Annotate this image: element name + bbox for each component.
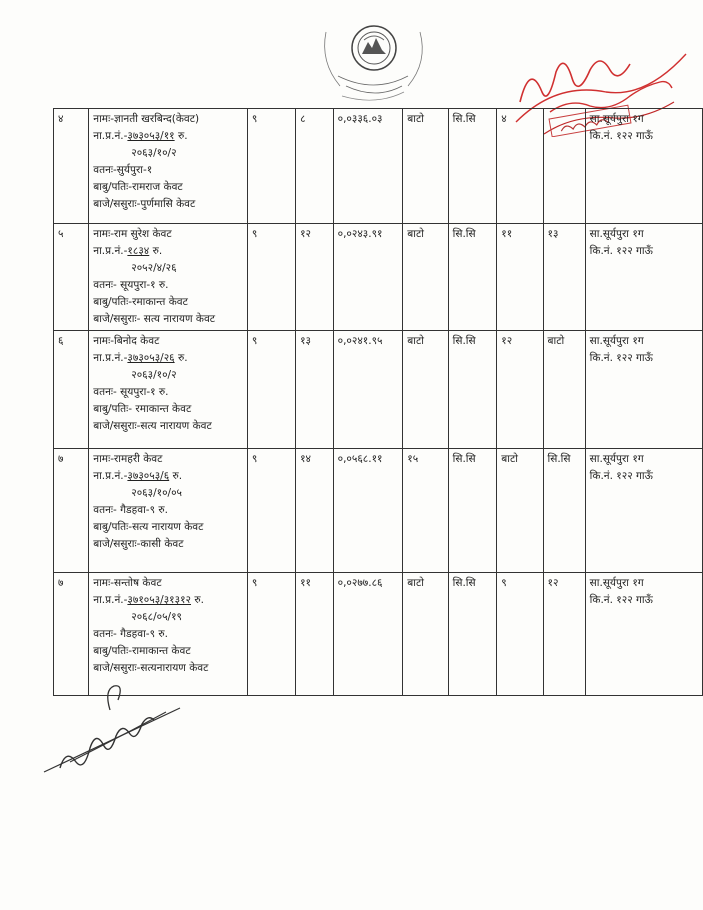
father-name: बाबु/पतिः-रामाकान्त केवट	[93, 645, 191, 657]
cell-west: सि.सि	[448, 331, 497, 449]
table-row	[54, 109, 703, 224]
grandfather-name: बाजे/ससुराः-कासी केवट	[93, 538, 184, 550]
cell-ward: ९	[247, 331, 295, 449]
father-name: बाबु/पतिः-सत्य नारायण केवट	[93, 521, 204, 533]
father-name: बाबु/पतिः-रामराज केवट	[93, 181, 183, 193]
owner-name: नामः-राम सुरेश केवट	[93, 228, 172, 240]
cell-south	[543, 109, 585, 224]
owner-details	[89, 331, 248, 449]
owner-details	[89, 224, 248, 331]
cell-area: ०,०२७७.८६	[333, 573, 403, 696]
owner-details	[89, 449, 248, 573]
address: वतनः- सूयपुरा-१ रु.	[93, 386, 169, 398]
cell-area: ०,०५६८.११	[333, 449, 403, 573]
cell-ward: ९	[247, 449, 295, 573]
owner-details	[89, 109, 248, 224]
citizenship-line: ना.प्र.नं.-३७३०५३/६ रु.	[93, 470, 183, 482]
cell-east: बाटो	[403, 331, 448, 449]
cell-south: १३	[543, 224, 585, 331]
grandfather-name: बाजे/ससुराः-सत्य नारायण केवट	[93, 420, 212, 432]
cell-south: बाटो	[543, 331, 585, 449]
cell-east: बाटो	[403, 573, 448, 696]
cell-location: सा.सूर्यपुरा १ग कि.नं. १२२ गाऊँ	[585, 573, 702, 696]
serial-number: ७	[54, 449, 89, 573]
citizenship-line: ना.प्र.नं.-३७३०५३/११ रु.	[93, 130, 188, 142]
father-name: बाबु/पतिः- रमाकान्त केवट	[93, 403, 192, 415]
cell-ward: ९	[247, 109, 295, 224]
signature-bottom	[40, 680, 190, 775]
cell-south: सि.सि	[543, 449, 585, 573]
cell-west: सि.सि	[448, 224, 497, 331]
table-row	[54, 331, 703, 449]
address: वतनः- सूयपुरा-१ रु.	[93, 279, 169, 291]
cell-plot: ८	[296, 109, 334, 224]
cell-location: सा.सूर्यपुरा १ग कि.नं. १२२ गाऊँ	[585, 224, 702, 331]
cell-west: सि.सि	[448, 449, 497, 573]
cell-north: ९	[497, 573, 543, 696]
citizenship-date: २०६३/१०/०५	[131, 487, 183, 499]
serial-number: ४	[54, 109, 89, 224]
cell-plot: ११	[296, 573, 334, 696]
citizenship-line: ना.प्र.नं.-३७१०५३/३१३१२ रु.	[93, 594, 204, 606]
office-seal	[316, 12, 436, 108]
citizenship-line: ना.प्र.नं.-१८३४ रु.	[93, 245, 163, 257]
cell-north: बाटो	[497, 449, 543, 573]
cell-plot: १२	[296, 224, 334, 331]
cell-east: बाटो	[403, 109, 448, 224]
cell-plot: १४	[296, 449, 334, 573]
citizenship-date: २०६३/१०/२	[131, 147, 177, 159]
citizenship-date: २०६८/०५/१९	[131, 611, 183, 623]
grandfather-name: बाजे/ससुराः-पुर्णमासि केवट	[93, 198, 196, 210]
cell-south: १२	[543, 573, 585, 696]
cell-location: सा.सूर्यपुरा १ग कि.नं. १२२ गाऊँ	[585, 331, 702, 449]
cell-north: ११	[497, 224, 543, 331]
table-row	[54, 573, 703, 696]
cell-location: सा.सूर्यपुरा १ग कि.नं. १२२ गाऊँ	[585, 109, 702, 224]
citizenship-date: २०६३/१०/२	[131, 369, 177, 381]
citizenship-line: ना.प्र.नं.-३७३०५३/२६ रु.	[93, 352, 188, 364]
cell-west: सि.सि	[448, 109, 497, 224]
owner-name: नामः-सन्तोष केवट	[93, 577, 162, 589]
table-row	[54, 224, 703, 331]
owner-details	[89, 573, 248, 696]
cell-ward: ९	[247, 224, 295, 331]
cell-plot: १३	[296, 331, 334, 449]
serial-number: ७	[54, 573, 89, 696]
cell-area: ०,०२४१.९५	[333, 331, 403, 449]
serial-number: ६	[54, 331, 89, 449]
address: वतनः- गैडहवा-९ रु.	[93, 504, 169, 516]
grandfather-name: बाजे/ससुराः-सत्यनारायण केवट	[93, 662, 209, 674]
owner-name: नामः-बिनोद केवट	[93, 335, 160, 347]
cell-west: सि.सि	[448, 573, 497, 696]
father-name: बाबु/पतिः-रमाकान्त केवट	[93, 296, 188, 308]
address: वतनः- गैडहवा-९ रु.	[93, 628, 169, 640]
citizenship-date: २०५२/४/२६	[131, 262, 177, 274]
cell-area: ०,०२४३.९१	[333, 224, 403, 331]
cell-ward: ९	[247, 573, 295, 696]
cell-area: ०,०३३६.०३	[333, 109, 403, 224]
cell-east: १५	[403, 449, 448, 573]
cell-north: १२	[497, 331, 543, 449]
cell-north: ४	[497, 109, 543, 224]
grandfather-name: बाजे/ससुराः- सत्य नारायण केवट	[93, 313, 216, 325]
owner-name: नामः-ज्ञानती खरबिन्द(केवट)	[93, 113, 200, 125]
land-record-table	[53, 108, 703, 696]
owner-name: नामः-रामहरी केवट	[93, 453, 163, 465]
serial-number: ५	[54, 224, 89, 331]
cell-location: सा.सूर्यपुरा १ग कि.नं. १२२ गाऊँ	[585, 449, 702, 573]
table-row	[54, 449, 703, 573]
address: वतनः-सुर्यपुरा-१	[93, 164, 153, 176]
cell-east: बाटो	[403, 224, 448, 331]
